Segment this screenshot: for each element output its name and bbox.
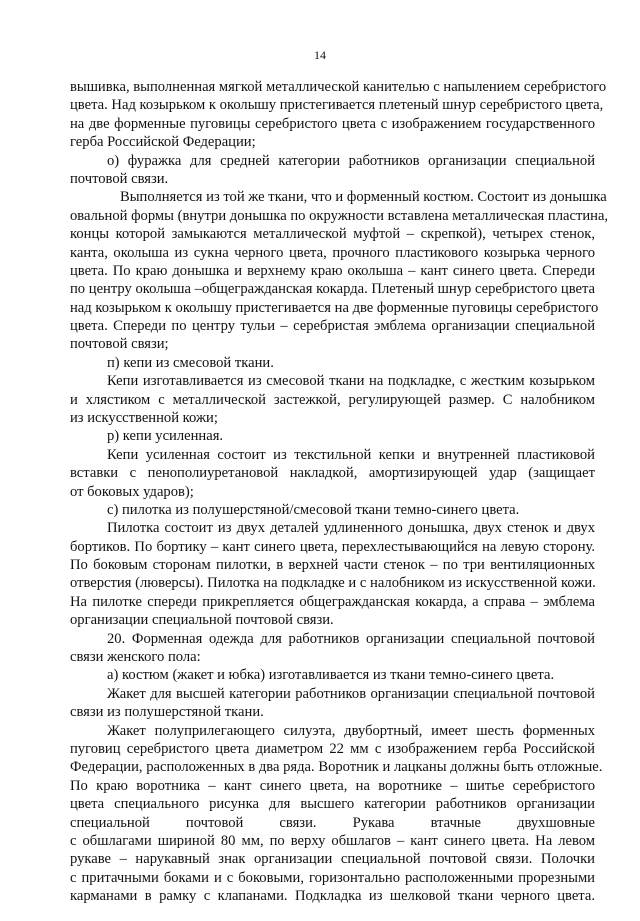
text-line: почтовой связи; — [70, 336, 169, 353]
text-line: овальной формы (внутри донышка по окружности вставлена металлическая пластина, — [70, 207, 609, 224]
text-line: рукаве – нарукавный знак организации специальной почтовой связи. Полочки — [70, 851, 595, 868]
text-line: по центру околыша –общегражданская кокарда. Плетеный шнур серебристого цвета — [70, 281, 596, 298]
text-line: над козырьком к околышу пристегивается на две форменные пуговицы серебристого — [70, 299, 599, 316]
text-line: связи женского пола: — [70, 649, 201, 665]
text-line: По боковым сторонам пилотки, в верхней части стенок – по три вентиляционных — [70, 557, 595, 573]
text-line: от боковых ударов); — [70, 483, 194, 500]
text-line: из искусственной кожи; — [70, 410, 218, 426]
text-line: цвета. Спереди по центру тульи – серебристая эмблема организации специальной — [70, 318, 595, 334]
text-line: Кепи изготавливается из смесовой ткани на подкладке, с жестким козырьком — [107, 373, 595, 390]
text-line: Кепи усиленная состоит из текстильной кепки и внутренней пластиковой — [107, 446, 595, 463]
text-line: с) пилотка из полушерстяной/смесовой ткани темно-синего цвета. — [107, 501, 520, 518]
text-line: почтовой связи. — [70, 170, 169, 187]
text-line: По краю воротника – кант синего цвета, на воротнике – шитье серебристого — [70, 777, 595, 794]
text-line: Жакет полуприлегающего силуэта, двубортный, имеет шесть форменных — [107, 722, 595, 739]
text-line: Жакет для высшей категории работников организации специальной почтовой — [107, 685, 595, 702]
text-line: На пилотке спереди прикрепляется общегражданская кокарда, а справа – эмблема — [70, 593, 595, 610]
text-line: канта, околыша из сукна черного цвета, прочного пластикового козырька черного — [70, 244, 595, 261]
text-line: вставки с пенополиуретановой накладкой, амортизирующей удар (защищает — [70, 465, 595, 482]
text-line: карманами в рамку с клапанами. Подкладка из шелковой ткани черного цвета. — [70, 888, 595, 904]
text-line: на две форменные пуговицы серебристого цвета с изображением государственного — [70, 115, 595, 132]
text-line: цвета. По краю донышка и верхнему краю околыша – кант синего цвета. Спереди — [70, 262, 595, 279]
text-line: р) кепи усиленная. — [107, 428, 224, 445]
text-line: с обшлагами шириной 80 мм, по верху обшлагов – кант синего цвета. На левом — [70, 832, 595, 849]
text-line: концы которой замыкаются металлической муфтой – скрепкой), четырех стенок, — [70, 226, 595, 243]
text-line: с притачными боками и с боковыми, горизонтально расположенными прорезными — [70, 869, 595, 886]
text-line: бортиков. По бортику – кант синего цвета, перехлестывающийся на левую сторону. — [70, 538, 595, 555]
text-line: специальной почтовой связи. Рукава втачные двухшовные — [70, 814, 595, 831]
text-line: 20. Форменная одежда для работников организации специальной почтовой — [107, 630, 595, 647]
text-line: п) кепи из смесовой ткани. — [107, 354, 274, 371]
text-line: организации специальной почтовой связи. — [70, 612, 334, 629]
text-line: Выполняется из той же ткани, что и форменный костюм. Состоит из донышка — [120, 189, 607, 206]
text-line: герба Российской Федерации; — [70, 134, 256, 151]
text-line: о) фуражка для средней категории работников организации специальной — [107, 152, 595, 169]
text-line: пуговиц серебристого цвета диаметром 22 мм с изображением герба Российской — [70, 740, 595, 757]
text-line: связи из полушерстяной ткани. — [70, 704, 264, 721]
text-line: Пилотка состоит из двух деталей удлиненного донышка, двух стенок и двух — [107, 520, 595, 537]
text-line: и хлястиком с металлической застежкой, регулирующей размер. С налобником — [70, 391, 595, 408]
text-line: Федерации, расположенных в два ряда. Воротник и лацканы должны быть отложные. — [70, 759, 603, 776]
text-line: вышивка, выполненная мягкой металлической канителью с напылением серебристого — [70, 79, 607, 95]
text-line: отверстия (люверсы). Пилотка на подкладке и с налобником из искусственной кожи. — [70, 575, 596, 592]
page-number: 14 — [314, 48, 326, 62]
text-line: а) костюм (жакет и юбка) изготавливается из ткани темно-синего цвета. — [107, 667, 555, 684]
text-line: цвета специального рисунка для высшего категории работников организации — [70, 796, 595, 813]
text-line: цвета. Над козырьком к околышу пристегивается плетеный шнур серебристого цвета, — [70, 97, 604, 114]
